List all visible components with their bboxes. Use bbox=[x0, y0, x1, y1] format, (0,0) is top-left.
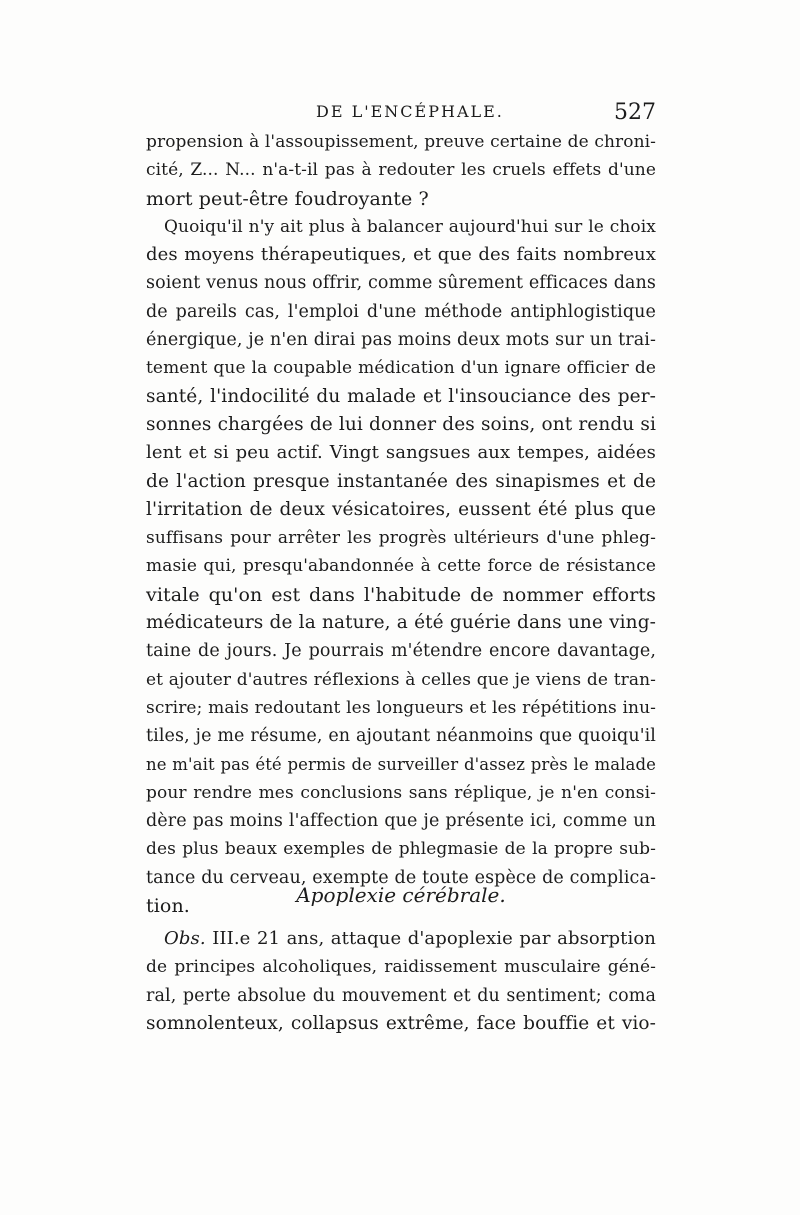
text-line: et ajouter d'autres réflexions à celles que je viens de tran- bbox=[146, 669, 656, 690]
text-line: sonnes chargées de lui donner des soins, ont rendu si bbox=[146, 413, 656, 435]
text-line: ne m'ait pas été permis de surveiller d'assez près le malade bbox=[146, 754, 656, 774]
text-line: Quoiqu'il n'y ait plus à balancer aujourd'hui sur le choix bbox=[164, 216, 656, 237]
text-line: masie qui, presqu'abandonnée à cette force de résistance bbox=[146, 556, 656, 577]
text-line: soient venus nous offrir, comme sûrement efficaces dans bbox=[146, 273, 656, 294]
text-line: propension à l'assoupissement, preuve certaine de chroni- bbox=[146, 132, 656, 152]
observation-number: III.e bbox=[212, 928, 251, 949]
page-number: 527 bbox=[614, 100, 656, 125]
observation-line: ral, perte absolue du mouvement et du sentiment; coma bbox=[146, 985, 656, 1006]
running-head bbox=[146, 100, 656, 130]
text-line: médicateurs de la nature, a été guérie dans une ving- bbox=[146, 612, 656, 634]
observation-label: Obs. bbox=[164, 928, 206, 949]
text-line: tiles, je me résume, en ajoutant néanmoins que quoiqu'il bbox=[146, 726, 656, 747]
text-line: vitale qu'on est dans l'habitude de nommer efforts bbox=[146, 583, 656, 606]
text-line: mort peut-être foudroyante ? bbox=[146, 187, 429, 210]
text-line: dère pas moins l'affection que je présente ici, comme un bbox=[146, 811, 656, 832]
text-line: de pareils cas, l'emploi d'une méthode antiphlogistique bbox=[146, 301, 656, 322]
text-line: lent et si peu actif. Vingt sangsues aux tempes, aidées bbox=[146, 442, 656, 464]
text-line: pour rendre mes conclusions sans réplique, je n'en consi- bbox=[146, 782, 656, 803]
body-text bbox=[146, 128, 656, 920]
text-line: de l'action presque instantanée des sinapismes et de bbox=[146, 470, 656, 492]
observation-line: 21 ans, attaque d'apoplexie par absorption bbox=[256, 928, 657, 949]
text-line: énergique, je n'en dirai pas moins deux mots sur un trai- bbox=[146, 330, 656, 351]
observation-line: somnolenteux, collapsus extrême, face bouffie et vio- bbox=[146, 1012, 656, 1034]
text-line: tement que la coupable médication d'un ignare officier de bbox=[146, 358, 656, 379]
observation-block bbox=[146, 925, 656, 1038]
text-line: tion. bbox=[146, 895, 190, 918]
observation-line: de principes alcoholiques, raidissement musculaire géné- bbox=[146, 957, 656, 978]
text-line: tance du cerveau, exempte de toute espèce de complica- bbox=[146, 867, 656, 888]
text-line: des plus beaux exemples de phlegmasie de la propre sub- bbox=[146, 839, 656, 860]
text-line: suffisans pour arrêter les progrès ultérieurs d'une phleg- bbox=[146, 528, 656, 549]
section-heading: Apoplexie cérébrale. bbox=[296, 883, 506, 907]
text-line: santé, l'indocilité du malade et l'insouciance des per- bbox=[146, 385, 656, 407]
text-line: l'irritation de deux vésicatoires, eussent été plus que bbox=[146, 498, 656, 520]
running-title: DE L'ENCÉPHALE. bbox=[316, 102, 504, 121]
text-line: taine de jours. Je pourrais m'étendre encore davantage, bbox=[146, 641, 656, 662]
text-line: des moyens thérapeutiques, et que des faits nombreux bbox=[146, 244, 656, 266]
text-line: cité, Z... N... n'a-t-il pas à redouter les cruels effets d'une bbox=[146, 160, 656, 181]
text-line: scrire; mais redoutant les longueurs et les répétitions inu- bbox=[146, 697, 656, 718]
observation-first-line bbox=[146, 925, 656, 953]
